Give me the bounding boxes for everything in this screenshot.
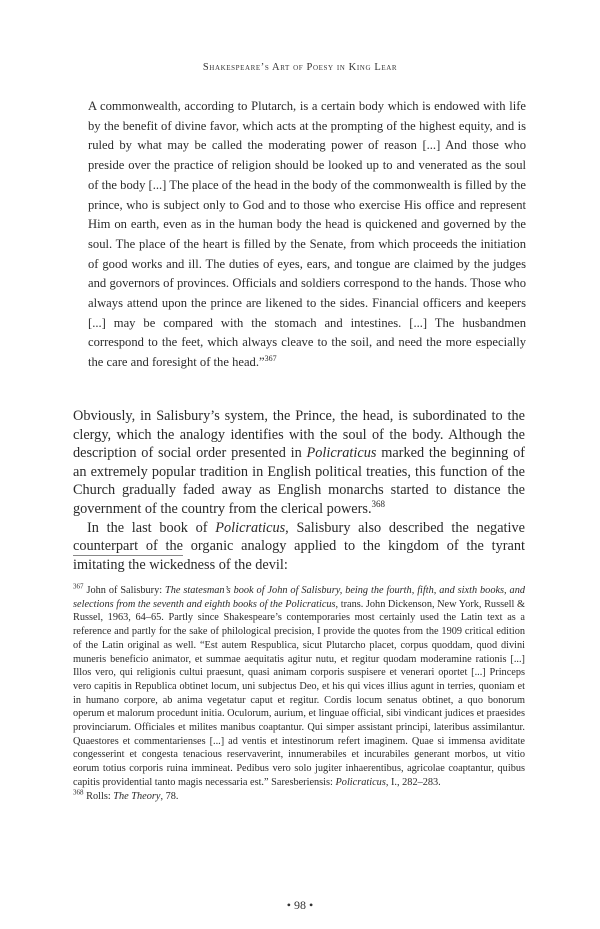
paragraph-1: Obviously, in Salisbury’s system, the Prince, the head, is subordinated to the clergy, which the analogy identifies with the soul of the body. Although the description of social order presented in Policraticus marked the beginning of an extremely popular tradition in English political treaties, this function of the Church gradually faded away as English monarchs started to distance the government of the country from the clerical powers.$^{368}$ [73,408,525,517]
block-quote [88,97,526,373]
footnote-number: 368 [73,788,84,797]
page-number: • 98 • [286,898,314,912]
book-title: Policraticus [215,519,286,536]
block-quote-text: A commonwealth, according to Plutarch, is a certain body which is endowed with life by the benefit of divine favor, which acts at the prompting of the highest equity, and is ruled by what may be called the moderating power of reason [...] And those who preside over the practice of religion should be looked up to and venerated as the soul of the body [...] The place of the head in the body of the commonwealth is filled by the prince, who is subject only to God and to those who exercise His office and represent Him on earth, even as in the human body the head is quickened and governed by the soul. The place of the heart is filled by the Senate, from which proceeds the initiation of good works and ill. The duties of eyes, ears, and tongue are claimed by the judges and governors of provinces. Officials and soldiers correspond to the hands. Those who always attend upon the prince are likened to the sides. Financial officers and keepers [...] may be compared with the stomach and intestines. [...] The husbandmen correspond to the feet, which always cleave to the soil, and need the more especially the care and foresight of the head.” [88,99,526,370]
body-text [73,407,525,574]
footnote-ref-367[interactable]: 367 [264,353,277,363]
footnote-number: 367 [73,582,84,591]
footnote-divider [73,555,183,556]
running-head: Shakespeare’s Art of Poesy in King Lear [202,62,398,73]
footnotes [73,584,525,803]
paragraph-2: In the last book of Policraticus, Salisbury also described the negative counterpart of the organic analogy applied to the kingdom of the tyrant imitating the wickedness of the devil: [73,519,525,573]
book-title: Policraticus [306,445,377,462]
footnote-ref-368[interactable]: 368 [371,499,386,510]
footnote-367: $^{367}$ John of Salisbury: The statesman’s book of John of Salisbury, being the fourth, fifth, and sixth books, and selections from the seventh and eighth books of the Policraticus, trans. John Dickenson, New York, Russell & Russel, 1963, 64–65. Partly since Shakespeare’s contemporaries most certainly used the Latin text as a reference and partly for the sake of philological precision, I provide the quotes from the 1909 critical edition of the Latin original as well. “Est autem Respublica, sicut Plutarcho placet, corpus quoddam, quod divini muneris beneficio animator, et summae aequitatis agitur nutu, et regitur quodam moderamine rationis [...] Illos vero, qui religionis cultui praesunt, quasi animam corporis suspisere et venerari oportet [...] Princeps vero capitis in Republica obtinet locum, uni subjectus Deo, et his qui vices illius agunt in terries, quoniam et in humano corpore, ab anima vegetatur caput et regitur. Cordis locum senatus obtinet, a quo bonorum operum et malorum procedunt initia. Oculorum, aurium, et linguae official, sibi vindicant judices et praesides provinciarum. Officiales et milites manibus coaptantur. Qui simper assistant principi, lateribus assimilantur. Quaestores et commentarienses [...] ad ventis et intestinorum refert imaginem. Quae si immensa aviditate congesserint et congesta tenacious reservaverint, innumerabiles et incurabiles generant morbos, ut vitio eorum totius corporis ruina immineat. Pedibus vero solo jugiter inhaerentibus, agricolae coaptantur, quibus capitis providential tanto magis necessaria est.” Saresberiensis: Policraticus, I., 282–283. [73,582,526,788]
footnote-368: $^{368}$ Rolls: The Theory, 78. [73,788,179,802]
